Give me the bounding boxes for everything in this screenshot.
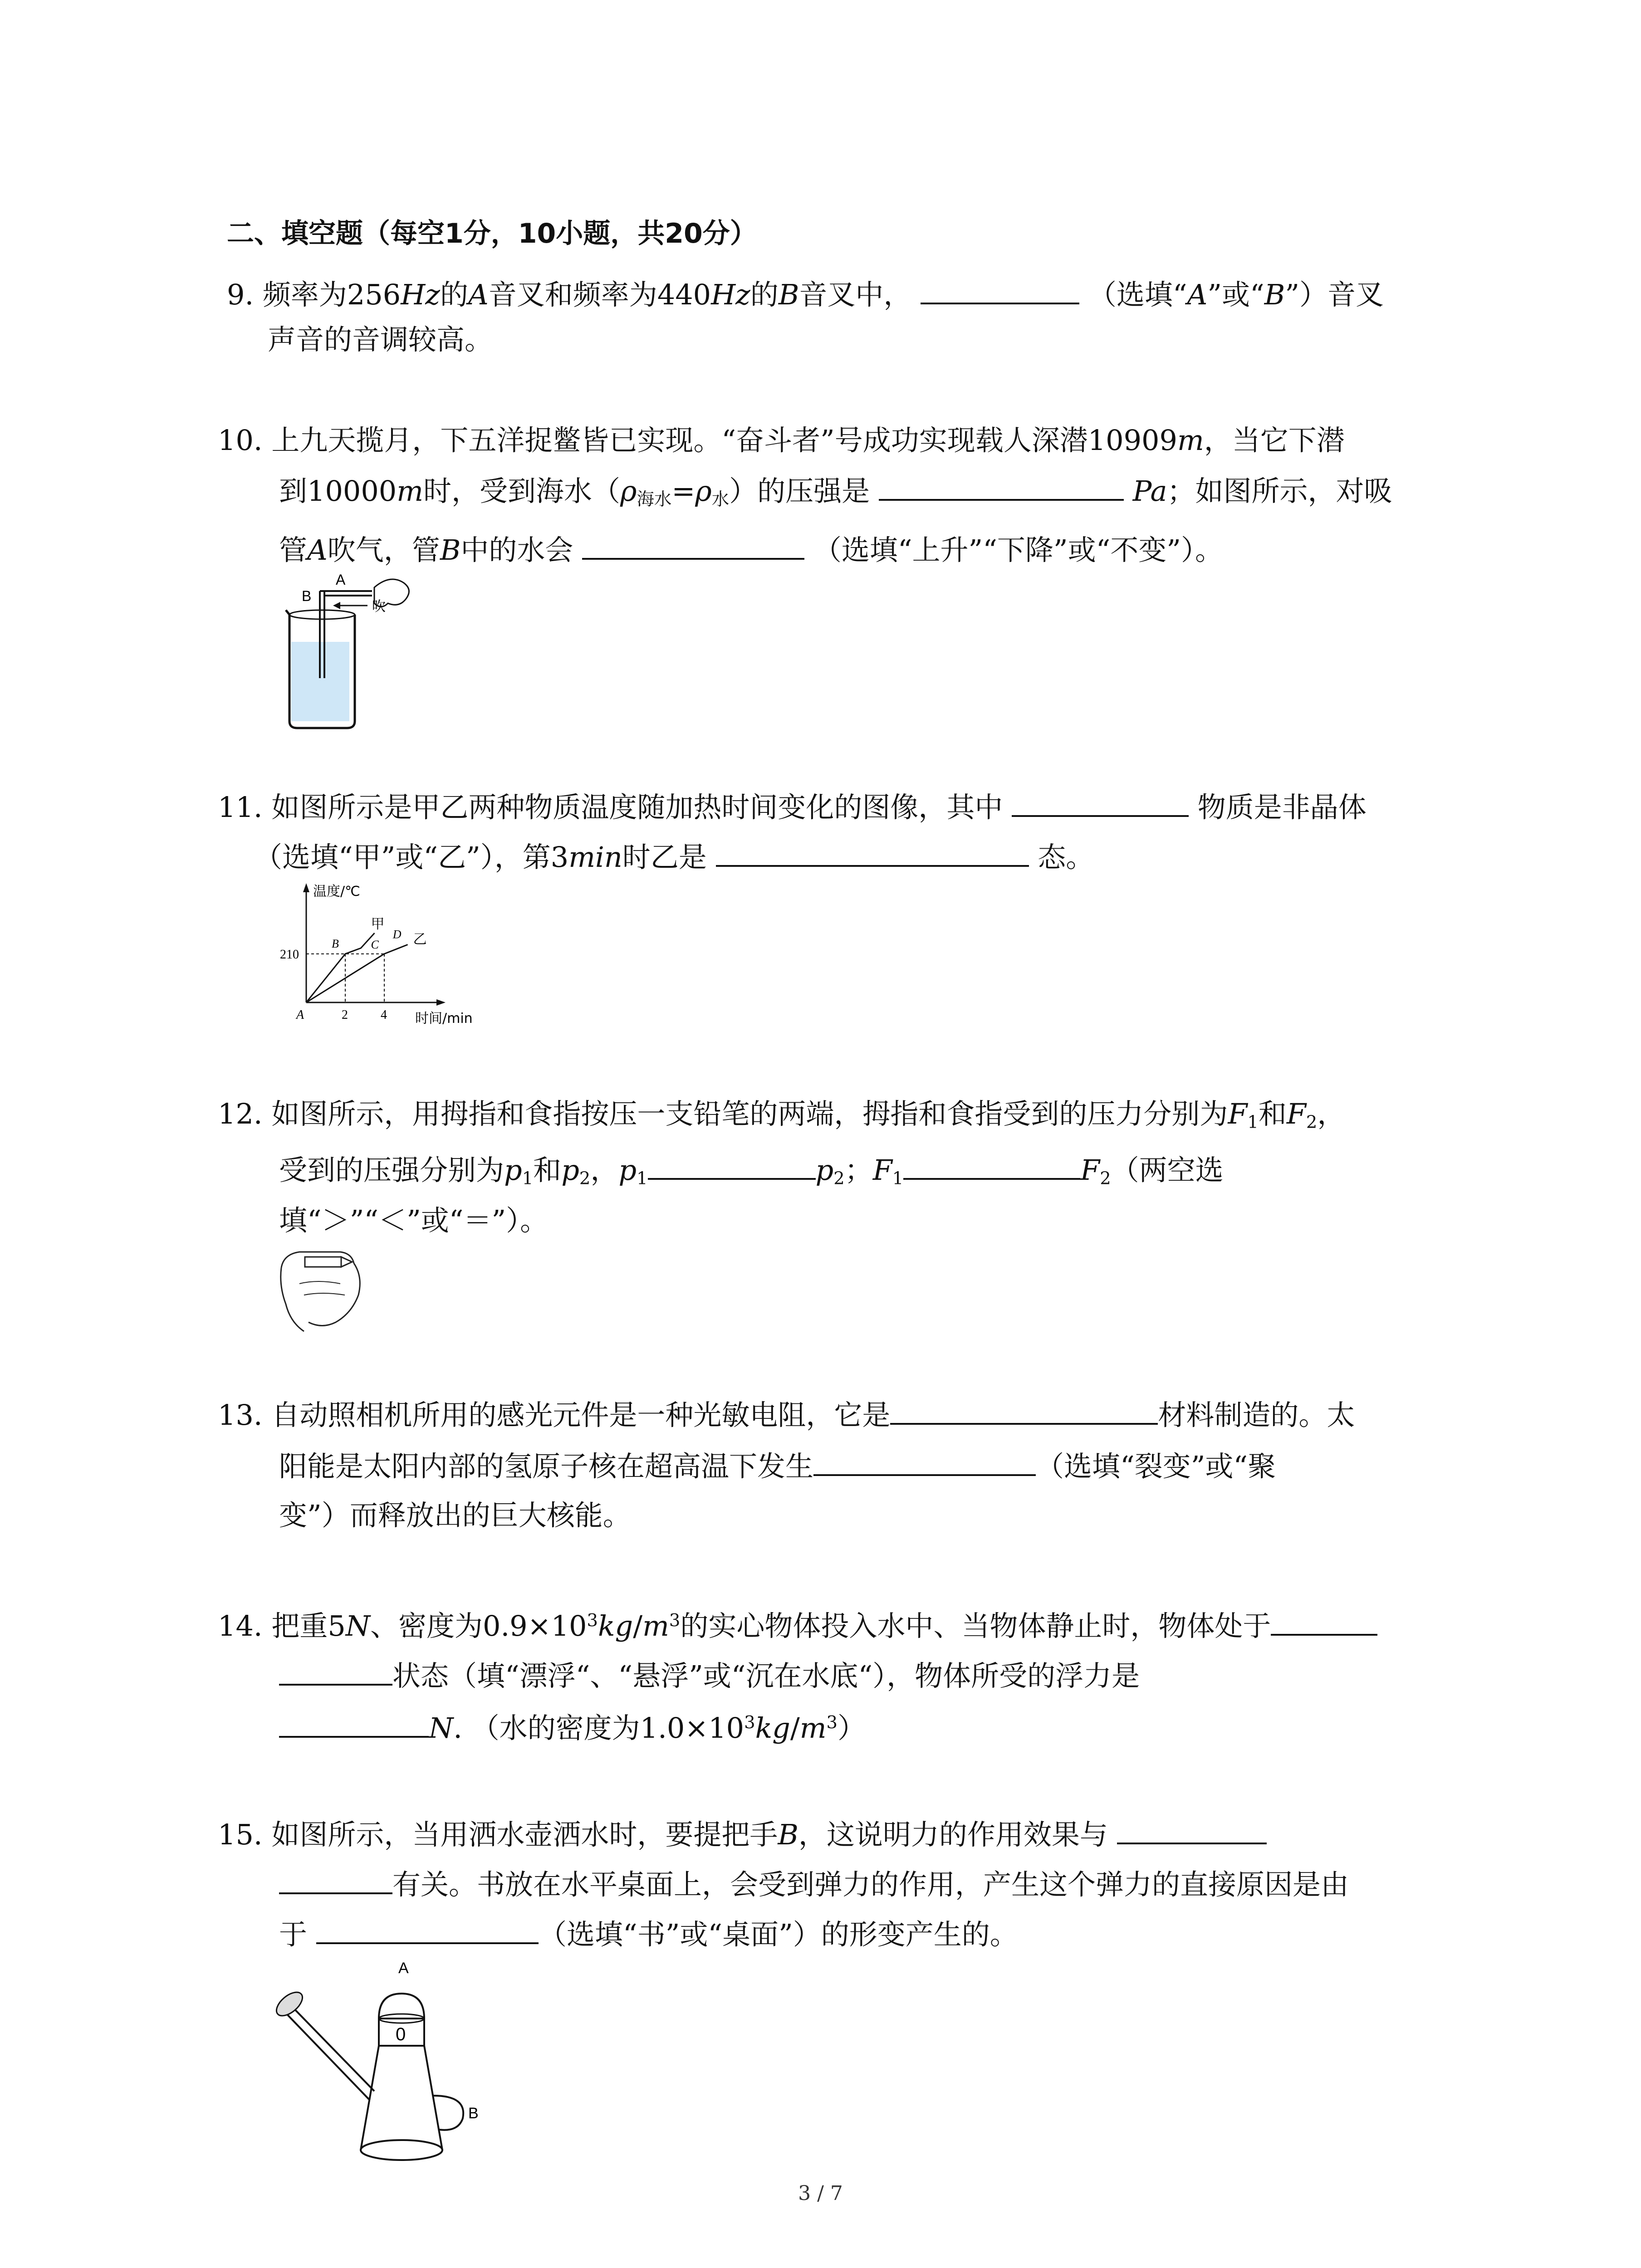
q15-effect-blank-part2[interactable]	[279, 1869, 392, 1894]
q15-line2	[279, 1869, 1349, 1899]
q10-sub-water: 水	[711, 489, 730, 510]
q12-var-p: p	[504, 1154, 522, 1187]
q12-sub: 1	[892, 1168, 904, 1189]
q15-var-b: B	[778, 1818, 798, 1851]
q9-var-a: A	[1187, 278, 1208, 311]
temperature-time-chart	[277, 878, 513, 1027]
q10-var-a: A	[307, 533, 328, 567]
q10-text: ；如图所示，对吸	[1167, 474, 1392, 508]
q9-var-b: B	[778, 278, 799, 311]
section-title: 二、填空题（每空1分，10小题，共20分）	[227, 218, 757, 249]
origin-label: A	[296, 1008, 304, 1022]
q12-sub: 2	[1306, 1112, 1318, 1133]
hand-outline	[309, 1263, 360, 1326]
series-line-yi	[306, 945, 408, 1003]
q9-text: （选填“	[1088, 278, 1187, 311]
q9-number: 9.	[227, 278, 254, 311]
q10-text: 时，受到海水（	[423, 474, 621, 508]
q13-text: 自动照相机所用的感光元件是一种光敏电阻，它是	[271, 1398, 891, 1432]
fig-label-a: A	[398, 1960, 409, 1977]
q14-sup: 3	[744, 1712, 755, 1733]
q10-number: 10.	[218, 424, 263, 457]
q10-pressure-blank[interactable]	[879, 475, 1124, 501]
q14-text: 的实心物体投入水中、当物体静止时，物体处于	[680, 1609, 1271, 1642]
q14-slash: /	[633, 1609, 643, 1642]
x-tick-label: 2	[342, 1008, 348, 1022]
q9-unit-hz: Hz	[401, 278, 440, 311]
q11-text: 态。	[1038, 841, 1094, 874]
q10-text: 上九天揽月，下五洋捉鳖皆已实现。“奋斗者”号成功实现载人深潜10909	[271, 424, 1177, 457]
point-label-b: B	[332, 937, 339, 950]
q14-text: ）	[837, 1711, 866, 1745]
can-base	[361, 2140, 442, 2160]
q14-unit-m: m	[799, 1711, 827, 1745]
q13-number: 13.	[218, 1398, 263, 1432]
q15-deformation-blank[interactable]	[316, 1919, 539, 1944]
q10-rho: ρ	[695, 474, 712, 508]
q10-text: ，当它下潜	[1204, 424, 1345, 457]
y-axis-arrow	[303, 883, 309, 892]
q9-unit-hz: Hz	[711, 278, 750, 311]
q15-line3	[279, 1919, 1018, 1949]
q10-var-b: B	[440, 533, 461, 567]
q12-text: ，	[590, 1154, 619, 1187]
q13-line1	[218, 1398, 1355, 1432]
q9-text: 音叉中，	[799, 278, 912, 311]
point-label-c: C	[371, 938, 379, 951]
q11-line1	[218, 791, 1367, 824]
q14-text: . （水的密度为1.0×10	[453, 1711, 745, 1745]
q13-nuclear-blank[interactable]	[813, 1451, 1036, 1476]
q12-text: 和	[1258, 1097, 1287, 1130]
q12-sub: 2	[579, 1168, 591, 1189]
q11-text: 物质是非晶体	[1197, 791, 1367, 824]
q11-text: 如图所示是甲乙两种物质温度随加热时间变化的图像，其中	[271, 791, 1003, 824]
q12-text: （两空选	[1111, 1154, 1224, 1187]
q14-text: 状态（填“漂浮“、“悬浮”或“沉在水底“），物体所受的浮力是	[392, 1659, 1140, 1692]
q11-line2	[254, 841, 1094, 874]
fig-label-b: B	[468, 2105, 479, 2122]
page-number: 3 / 7	[798, 2182, 843, 2205]
q15-number: 15.	[218, 1818, 263, 1851]
q12-sub: 2	[1100, 1168, 1111, 1189]
q14-line3	[279, 1711, 866, 1745]
q15-text: ，这说明力的作用效果与	[798, 1818, 1108, 1851]
q12-line1	[218, 1097, 1346, 1133]
q10-text: 到10000	[279, 474, 397, 508]
q12-text: 和	[533, 1154, 562, 1187]
q14-state-blank-part2[interactable]	[279, 1660, 392, 1686]
q9-var-a: A	[468, 278, 489, 311]
q14-line1	[218, 1610, 1377, 1640]
q14-number: 14.	[218, 1609, 263, 1642]
q10-unit-m: m	[397, 474, 424, 508]
x-tick-label: 4	[381, 1008, 387, 1022]
point-label-d: D	[392, 928, 402, 941]
q12-force-compare-blank[interactable]	[903, 1154, 1080, 1180]
q15-text: 有关。书放在水平桌面上，会受到弹力的作用，产生这个弹力的直接原因是由	[392, 1868, 1349, 1901]
q9-line2: 声音的音调较高。	[268, 323, 493, 356]
q14-unit-kg: kg	[755, 1711, 790, 1745]
fig-label-a: A	[336, 572, 346, 588]
q12-var-p: p	[815, 1154, 834, 1187]
q15-line1	[218, 1819, 1267, 1849]
q14-unit-m: m	[642, 1609, 669, 1642]
q14-sup: 3	[587, 1610, 598, 1631]
q14-unit-n: N	[429, 1711, 454, 1745]
q10-beaker-figure	[277, 569, 440, 737]
x-axis-label: 时间/min	[415, 1011, 473, 1026]
q9-text: 的	[750, 278, 779, 311]
q14-state-blank-part1[interactable]	[1271, 1610, 1377, 1636]
q11-text: （选填“甲”或“乙”），第3	[254, 841, 569, 874]
can-spout	[286, 2005, 374, 2100]
q10-unit-m: m	[1177, 424, 1204, 457]
q12-text: ，	[1317, 1097, 1346, 1130]
fig-label-blow: 吹	[372, 599, 386, 615]
q12-var-p: p	[561, 1154, 579, 1187]
q14-buoyancy-blank[interactable]	[279, 1712, 429, 1738]
q11-state-blank[interactable]	[716, 841, 1029, 867]
pencil-tip	[341, 1257, 352, 1267]
q12-text: 受到的压强分别为	[279, 1154, 505, 1187]
series-label: 甲	[371, 916, 385, 932]
fig-label-b: B	[302, 588, 312, 604]
q13-text: 材料制造的。太	[1158, 1398, 1355, 1432]
y-tick-label: 210	[280, 947, 299, 962]
q12-hand-pencil-figure	[272, 1241, 381, 1336]
q10-line1	[218, 426, 1345, 455]
q11-text: 时乙是	[622, 841, 707, 874]
q12-var-f: F	[1080, 1154, 1100, 1187]
q13-text: （选填“裂变”或“聚	[1036, 1450, 1276, 1483]
blow-arrow-head	[333, 602, 340, 609]
q12-var-f: F	[1286, 1097, 1306, 1130]
q14-unit-kg: kg	[598, 1609, 633, 1642]
q15-text: 于	[279, 1918, 308, 1951]
q15-watering-can-figure	[272, 1950, 508, 2177]
q12-pressure-compare-blank[interactable]	[648, 1154, 816, 1180]
q12-line3: 填“＞”“＜”或“＝”）。	[279, 1204, 549, 1237]
q10-line2	[279, 475, 1392, 508]
q12-var-f: F	[1228, 1097, 1248, 1130]
q14-sup: 3	[669, 1610, 681, 1631]
q11-unit-min: min	[568, 841, 622, 874]
q10-line3	[279, 533, 1224, 567]
q12-text: 如图所示，用拇指和食指按压一支铅笔的两端，拇指和食指受到的压力分别为	[271, 1097, 1228, 1130]
q13-line2	[279, 1451, 1276, 1481]
q14-unit-n: N	[345, 1609, 371, 1642]
q12-text: ；	[844, 1154, 873, 1187]
q10-water-blank[interactable]	[582, 534, 804, 560]
q10-rho: ρ	[620, 474, 637, 508]
q9-text: 频率为256	[262, 278, 401, 311]
q12-sub: 1	[637, 1168, 648, 1189]
fig-label-o: 0	[396, 2024, 406, 2044]
q12-var-p: p	[618, 1154, 637, 1187]
q13-text: 阳能是太阳内部的氢原子核在超高温下发生	[279, 1450, 814, 1483]
q10-text: ）的压强是	[729, 474, 870, 508]
q15-text: 如图所示，当用洒水壶洒水时，要提把手	[271, 1818, 778, 1851]
q10-unit-pa: Pa	[1132, 474, 1167, 508]
q10-eq: =	[671, 474, 696, 508]
q12-number: 12.	[218, 1097, 263, 1130]
q9-line1	[227, 279, 1384, 309]
q9-text: 的	[440, 278, 468, 311]
q11-amorphous-blank[interactable]	[1012, 792, 1189, 817]
q12-var-f: F	[872, 1154, 892, 1187]
q14-sup: 3	[826, 1712, 838, 1733]
q14-line2	[279, 1660, 1140, 1690]
hand-outline	[281, 1268, 304, 1331]
q10-text: （选填“上升”“下降”或“不变”）。	[813, 533, 1224, 567]
series-label: 乙	[413, 931, 427, 948]
q10-text: 管	[279, 533, 308, 567]
y-axis-label: 温度/℃	[313, 884, 360, 899]
q9-answer-blank[interactable]	[921, 279, 1079, 304]
q9-text: ”）音叉	[1285, 278, 1384, 311]
q11-number: 11.	[218, 791, 263, 824]
series-line-jia	[306, 933, 375, 1002]
q9-var-b: B	[1264, 278, 1285, 311]
q15-effect-blank-part1[interactable]	[1117, 1819, 1267, 1844]
q10-text: 中的水会	[460, 533, 573, 567]
beaker-rim	[289, 610, 355, 619]
q14-text: 、密度为0.9×10	[370, 1609, 587, 1642]
pencil-icon	[305, 1257, 341, 1267]
q12-line2	[279, 1154, 1224, 1188]
q12-sub: 2	[833, 1168, 845, 1189]
finger-lines	[299, 1281, 345, 1295]
q10-text: 吹气，管	[327, 533, 440, 567]
q13-material-blank[interactable]	[890, 1399, 1158, 1425]
can-body	[361, 2046, 442, 2150]
q9-text: 音叉和频率为440	[488, 278, 711, 311]
q9-text: ”或“	[1207, 278, 1264, 311]
q10-sub-sea: 海水	[637, 489, 672, 510]
x-axis-arrow	[436, 999, 446, 1006]
q14-slash: /	[790, 1711, 800, 1745]
q12-sub: 1	[1247, 1112, 1259, 1133]
q15-text: （选填“书”或“桌面”）的形变产生的。	[539, 1918, 1018, 1951]
q14-text: 把重5	[271, 1609, 346, 1642]
q12-sub: 1	[522, 1168, 534, 1189]
q13-line3: 变”）而释放出的巨大核能。	[279, 1499, 631, 1532]
